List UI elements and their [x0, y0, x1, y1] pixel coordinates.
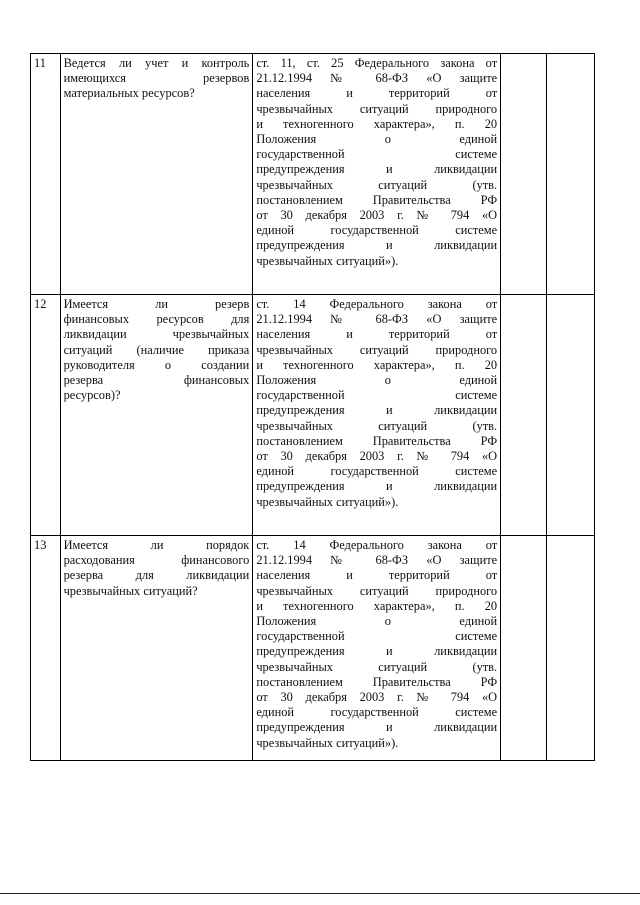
table-row — [31, 54, 595, 295]
legal-basis-text-line: государственной системе — [256, 629, 498, 644]
legal-basis-text-line: населения и территорий от — [256, 327, 498, 342]
legal-basis-text-line: чрезвычайных ситуаций»). — [256, 735, 399, 750]
legal-basis-text-line: 21.12.1994 № 68-ФЗ «О защите — [256, 312, 498, 327]
legal-basis-text-line: 21.12.1994 № 68-ФЗ «О защите — [256, 553, 498, 568]
legal-basis-text-line: и техногенного характера», п. 20 — [256, 598, 498, 613]
question-text-line: чрезвычайных ситуаций? — [63, 583, 198, 598]
answer-cell-empty — [501, 536, 547, 761]
legal-basis-text-line: от 30 декабря 2003 г. № 794 «О — [256, 690, 498, 705]
question-text-line: Ведется ли учет и контроль — [63, 56, 250, 70]
legal-basis-text-line: предупреждения и ликвидации — [256, 644, 498, 659]
question-text-line: ресурсов)? — [63, 388, 121, 403]
legal-basis-text-line: чрезвычайных ситуаций»). — [256, 253, 399, 268]
legal-basis-text-line: единой государственной системе — [256, 464, 498, 479]
legal-basis-text-line: Положения о единой — [256, 373, 498, 388]
row-number: 11 — [31, 54, 61, 295]
row-number: 12 — [31, 295, 61, 536]
question-text-line: Имеется ли резерв — [63, 297, 250, 311]
legal-basis-text-line: от 30 декабря 2003 г. № 794 «О — [256, 208, 498, 223]
question-text-line: резерва финансовых — [63, 373, 250, 388]
legal-basis-text-line: Положения о единой — [256, 132, 498, 147]
legal-basis-text-line: и техногенного характера», п. 20 — [256, 357, 498, 372]
legal-basis-text-line: предупреждения и ликвидации — [256, 403, 498, 418]
legal-basis-text-line: предупреждения и ликвидации — [256, 162, 498, 177]
question-cell — [60, 295, 253, 536]
legal-basis-cell — [253, 295, 501, 536]
legal-basis-text-line: предупреждения и ликвидации — [256, 479, 498, 494]
legal-basis-text-line: 21.12.1994 № 68-ФЗ «О защите — [256, 71, 498, 86]
checklist-table — [30, 53, 595, 761]
legal-basis-text-line: единой государственной системе — [256, 223, 498, 238]
legal-basis-text-line: государственной системе — [256, 147, 498, 162]
answer-cell-empty — [501, 54, 547, 295]
legal-basis-text-line: чрезвычайных ситуаций (утв. — [256, 177, 498, 192]
legal-basis-cell — [253, 54, 501, 295]
row-number: 13 — [31, 536, 61, 761]
legal-basis-text-line: ст. 14 Федерального закона от — [256, 297, 498, 311]
question-text-line: финансовых ресурсов для — [63, 312, 250, 327]
checklist-body — [31, 54, 595, 761]
legal-basis-text-line: чрезвычайных ситуаций»). — [256, 494, 399, 509]
answer-cell-empty — [501, 295, 547, 536]
table-row — [31, 295, 595, 536]
legal-basis-text-line: чрезвычайных ситуаций (утв. — [256, 659, 498, 674]
question-text-line: ситуаций (наличие приказа — [63, 342, 250, 357]
legal-basis-text-line: чрезвычайных ситуаций природного — [256, 101, 498, 116]
page-bottom-rule — [0, 893, 640, 894]
legal-basis-text-line: чрезвычайных ситуаций (утв. — [256, 418, 498, 433]
question-cell — [60, 536, 253, 761]
legal-basis-text-line: ст. 11, ст. 25 Федерального закона от — [256, 56, 498, 70]
question-text-line: расходования финансового — [63, 553, 250, 568]
question-text-line: Имеется ли порядок — [63, 538, 250, 552]
question-text-line: руководителя о создании — [63, 357, 250, 372]
question-text-line: материальных ресурсов? — [63, 86, 195, 101]
legal-basis-cell — [253, 536, 501, 761]
legal-basis-text-line: предупреждения и ликвидации — [256, 720, 498, 735]
legal-basis-text-line: и техногенного характера», п. 20 — [256, 116, 498, 131]
legal-basis-text-line: Положения о единой — [256, 614, 498, 629]
question-text-line: ликвидации чрезвычайных — [63, 327, 250, 342]
legal-basis-text-line: ст. 14 Федерального закона от — [256, 538, 498, 552]
legal-basis-text-line: от 30 декабря 2003 г. № 794 «О — [256, 449, 498, 464]
question-text-line: резерва для ликвидации — [63, 568, 250, 583]
notes-cell-empty — [547, 295, 595, 536]
notes-cell-empty — [547, 536, 595, 761]
table-row — [31, 536, 595, 761]
legal-basis-text-line: постановлением Правительства РФ — [256, 433, 498, 448]
legal-basis-text-line: предупреждения и ликвидации — [256, 238, 498, 253]
legal-basis-text-line: чрезвычайных ситуаций природного — [256, 342, 498, 357]
legal-basis-text-line: населения и территорий от — [256, 86, 498, 101]
legal-basis-text-line: постановлением Правительства РФ — [256, 192, 498, 207]
question-cell — [60, 54, 253, 295]
legal-basis-text-line: единой государственной системе — [256, 705, 498, 720]
legal-basis-text-line: постановлением Правительства РФ — [256, 674, 498, 689]
notes-cell-empty — [547, 54, 595, 295]
question-text-line: имеющихся резервов — [63, 71, 250, 86]
legal-basis-text-line: чрезвычайных ситуаций природного — [256, 583, 498, 598]
legal-basis-text-line: государственной системе — [256, 388, 498, 403]
legal-basis-text-line: населения и территорий от — [256, 568, 498, 583]
